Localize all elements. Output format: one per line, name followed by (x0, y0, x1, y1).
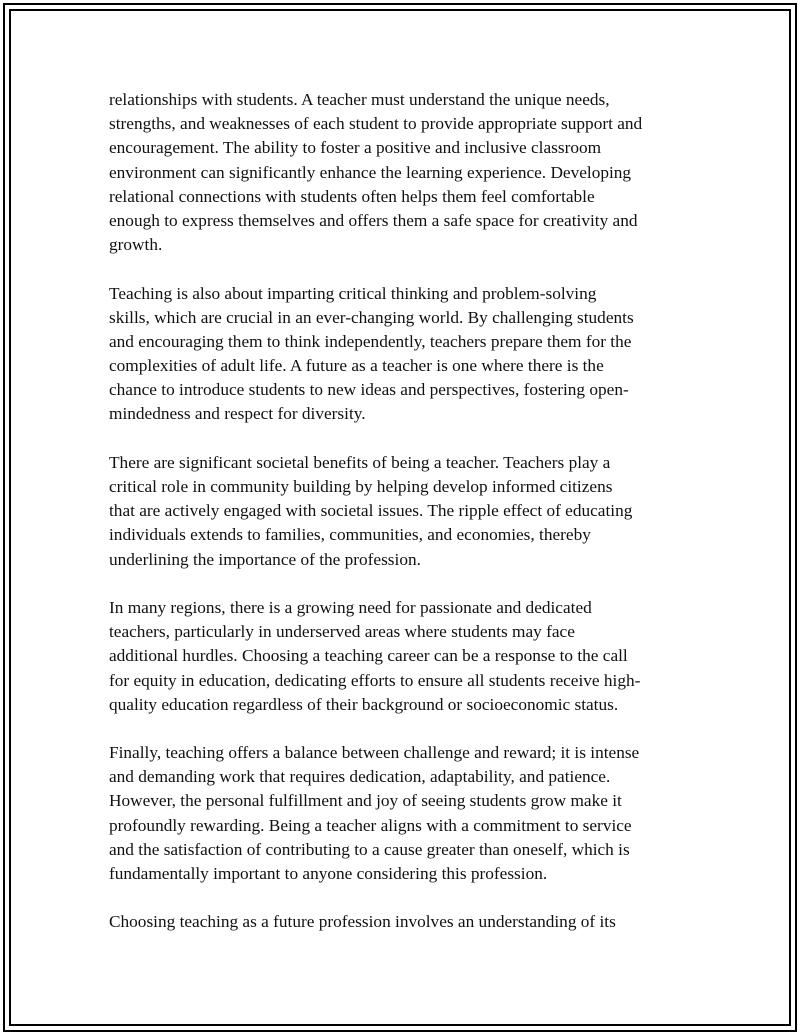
text-line: and encouraging them to think independently, teachers prepare them for the (109, 331, 632, 351)
text-line: skills, which are crucial in an ever-changing world. By challenging students (109, 307, 634, 327)
text-line: environment can significantly enhance the learning experience. Developing (109, 162, 632, 182)
paragraph-4 (109, 596, 679, 717)
text-line: relational connections with students often helps them feel comfortable (109, 186, 595, 206)
paragraph-1 (109, 88, 679, 257)
text-line: quality education regardless of their background or socioeconomic status. (109, 694, 619, 714)
text-line: Choosing teaching as a future profession involves an understanding of its (109, 912, 616, 932)
text-line: teachers, particularly in underserved areas where students may face (109, 622, 575, 642)
text-line: In many regions, there is a growing need for passionate and dedicated (109, 597, 592, 617)
text-line: and the satisfaction of contributing to a cause greater than oneself, which is (109, 839, 630, 859)
text-line: fundamentally important to anyone considering this profession. (109, 864, 548, 883)
text-line: enough to express themselves and offers them a safe space for creativity and (109, 210, 638, 230)
paragraph-3 (109, 451, 679, 572)
paragraph-6 (109, 910, 679, 934)
text-line: There are significant societal benefits of being a teacher. Teachers play a (109, 452, 611, 472)
text-line: profoundly rewarding. Being a teacher aligns with a commitment to service (109, 815, 632, 835)
text-line: complexities of adult life. A future as a teacher is one where there is the (109, 356, 604, 376)
text-line: relationships with students. A teacher must understand the unique needs, (109, 90, 610, 109)
paragraph-2 (109, 282, 679, 427)
paragraph-5 (109, 741, 679, 886)
text-line: individuals extends to families, communities, and economies, thereby (109, 525, 591, 545)
text-line: that are actively engaged with societal issues. The ripple effect of educating (109, 501, 633, 521)
text-line: additional hurdles. Choosing a teaching career can be a response to the call (109, 646, 628, 666)
text-line: growth. (109, 235, 163, 255)
text-line: and demanding work that requires dedication, adaptability, and patience. (109, 767, 611, 787)
text-line: Finally, teaching offers a balance between challenge and reward; it is intense (109, 743, 640, 763)
text-line: underlining the importance of the profession. (109, 549, 421, 569)
text-line: encouragement. The ability to foster a positive and inclusive classroom (109, 138, 602, 158)
text-line: for equity in education, dedicating efforts to ensure all students receive high- (109, 670, 641, 690)
text-line: critical role in community building by helping develop informed citizens (109, 477, 613, 496)
text-line: chance to introduce students to new ideas and perspectives, fostering open- (109, 380, 629, 400)
text-line: mindedness and respect for diversity. (109, 404, 366, 424)
text-line: strengths, and weaknesses of each student to provide appropriate support and (109, 114, 643, 134)
document-body (109, 88, 679, 959)
text-line: However, the personal fulfillment and joy of seeing students grow make it (109, 791, 622, 811)
text-line: Teaching is also about imparting critical thinking and problem-solving (109, 283, 597, 303)
